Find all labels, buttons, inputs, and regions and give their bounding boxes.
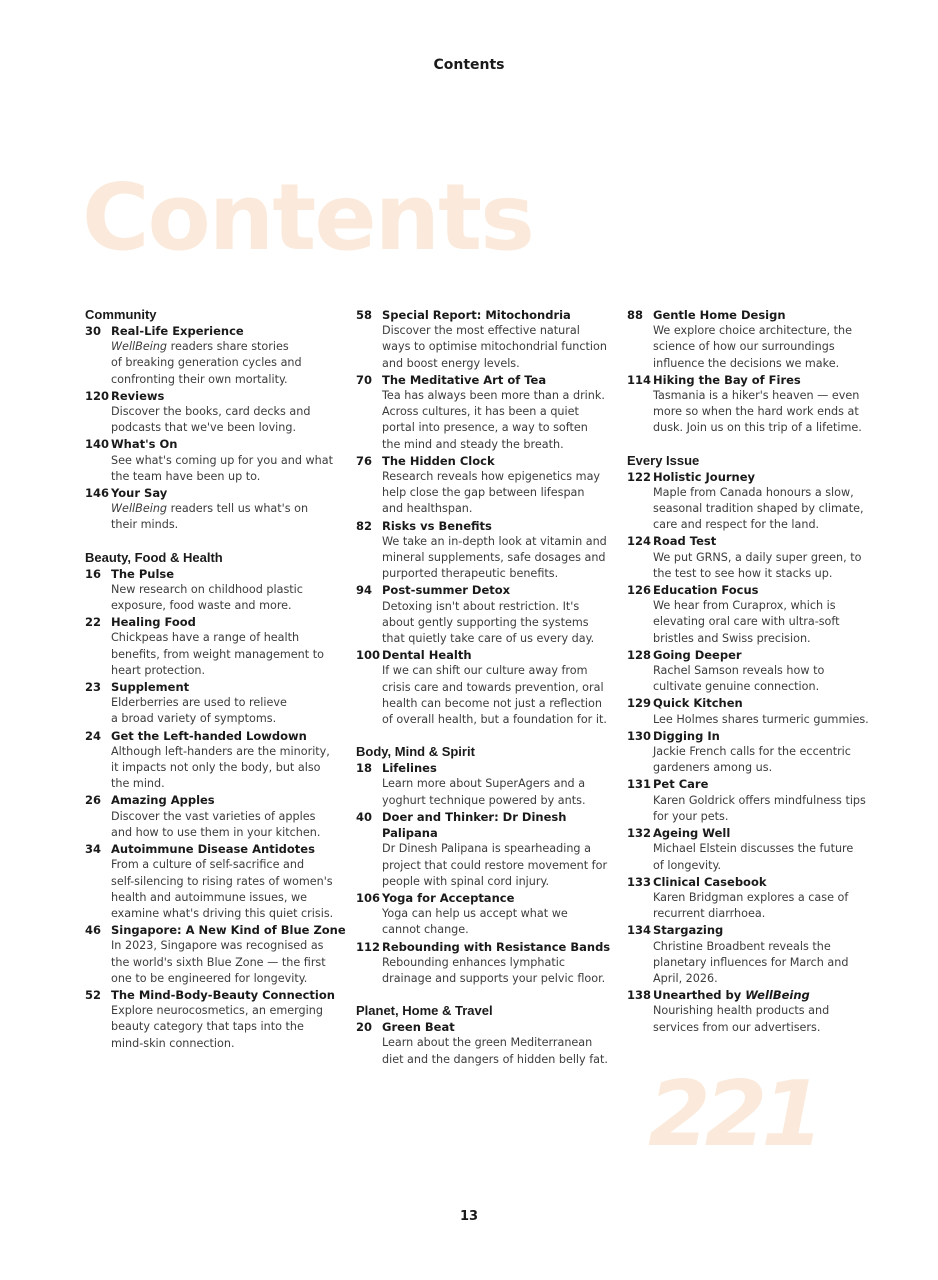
entry-body [382,809,618,890]
entry-description [111,744,347,793]
entry-title [382,453,618,469]
entry-description-text: Tea has always been more than a drink. Across cultures, it has been a quiet portal into presence, a way to soften the mind and steady the breath. [382,389,605,451]
section-title: Every Issue [627,452,700,468]
entry-description [653,890,877,922]
entry-page-number: 114 [627,372,652,387]
entry-page-number: 128 [627,647,652,662]
entry-title-text: Special Report: Mitochondria [382,308,571,322]
entry-title-text: Education Focus [653,583,759,598]
contents-entry [85,323,347,388]
entry-body [382,890,618,939]
entry-title-text: Pet Care [653,777,709,792]
entry-description-text: Explore neurocosmetics, an emerging beauty category that taps into the mind-skin connection. [111,1004,323,1050]
entry-title [111,987,347,1003]
entry-body [382,307,618,372]
entry-title [653,647,877,663]
contents-entry [627,987,877,1036]
entry-title-text: Rebounding with Resistance Bands [382,939,611,954]
entry-title [653,922,877,938]
entry-description [653,744,877,776]
contents-entry [85,922,347,987]
entry-title-text: Clinical Casebook [653,874,767,889]
entry-page-number: 20 [356,1020,373,1035]
entry-description-text: We hear from Curaprox, which is elevating oral care with ultra-soft bristles and Swiss precision. [653,599,840,645]
entry-title [382,372,618,388]
entry-description-text: Maple from Canada honours a slow, seasonal tradition shaped by climate, care and respect for the land. [653,485,864,532]
entry-title [653,307,877,323]
entry-page-number: 94 [356,583,373,598]
entry-title [653,728,877,744]
entry-description-text: readers tell us what's on their minds. [111,502,309,532]
entry-body [653,695,877,727]
entry-page-number: 76 [356,453,373,468]
entry-description-text: Detoxing isn't about restriction. It's about gently supporting the systems that quietly take care of us every day. [382,599,595,646]
entry-body [653,825,877,874]
running-header: Contents [433,57,505,73]
contents-entry [85,728,347,793]
entry-description-text: Karen Bridgman explores a case of recurrent diarrhoea. [653,890,849,921]
entry-title [111,841,347,857]
entry-title-text: The Pulse [111,566,175,581]
contents-entry [356,582,618,647]
entry-description-text: Jackie French calls for the eccentric gardeners among us. [653,745,851,775]
contents-section [85,307,347,534]
entry-page-number: 30 [85,324,102,338]
entry-description [382,955,618,987]
contents-column-3 [627,307,877,1052]
entry-page-number: 58 [356,308,373,322]
entry-description-text: Yoga can help us accept what we cannot change. [382,907,568,937]
entry-title-text: Stargazing [653,923,724,938]
entry-description-text: Research reveals how epigenetics may help close the gap between lifespan and healthspan. [382,470,601,516]
entry-body [653,307,877,372]
entry-body [111,323,347,388]
entry-body [111,679,347,728]
entry-page-number: 26 [85,793,102,808]
contents-section [627,307,877,437]
entry-description [382,388,618,453]
entry-title-text: Unearthed by [653,988,746,1003]
contents-entry [627,825,877,874]
contents-entry [85,679,347,728]
entry-description-text: Tasmania is a hiker's heaven — even more so when the hard work ends at dusk. Join us on this trip of a lifetime. [653,389,862,435]
entry-title-text: Dental Health [382,648,472,663]
entry-title-text: Your Say [111,486,168,501]
contents-entry [627,647,877,696]
entry-title [111,922,347,938]
entry-body [382,453,618,518]
entry-description [111,809,347,841]
page-number: 13 [459,1209,479,1224]
entry-title [382,809,618,841]
entry-description [653,598,877,647]
contents-entry [356,453,618,518]
entry-description-text: Discover the vast varieties of apples and how to use them in your kitchen. [111,809,321,839]
entry-title [111,323,347,339]
contents-column-2 [356,307,618,1084]
entry-description [653,712,877,728]
contents-column-1 [85,307,347,1068]
entry-body [111,987,347,1052]
entry-title [111,436,347,452]
decorative-issue-number: 221 [648,1062,818,1167]
entry-title [653,533,877,549]
entry-page-number: 112 [356,939,381,954]
contents-entry [627,582,877,647]
entry-body [653,987,877,1036]
entry-title-text: Road Test [653,534,717,549]
contents-entry [356,890,618,939]
entry-page-number: 131 [627,777,652,792]
contents-entry [85,566,347,615]
contents-entry [356,647,618,728]
entry-title [382,518,618,534]
entry-description-text: Discover the books, card decks and podcasts that we've been loving. [111,405,311,435]
entry-body [653,728,877,777]
entry-description [111,938,347,987]
entry-description [382,469,618,518]
contents-entry [85,987,347,1052]
entry-description [653,388,877,437]
entry-description-text: In 2023, Singapore was recognised as the world's sixth Blue Zone — the first one to be engineered for longevity. [111,939,326,985]
entry-description [382,841,618,890]
entry-page-number: 140 [85,437,110,452]
entry-title-text: Green Beat [382,1020,455,1035]
contents-entry [356,518,618,583]
entry-title-text: Autoimmune Disease Antidotes [111,842,315,857]
entry-body [382,1019,618,1068]
entry-page-number: 130 [627,728,652,743]
contents-entry [627,695,877,727]
entry-body [653,922,877,987]
entry-description-text: See what's coming up for you and what the team have been up to. [111,453,334,483]
entry-page-number: 138 [627,988,652,1003]
entry-description [382,776,618,808]
entry-page-number: 146 [85,486,110,501]
contents-entry [85,792,347,841]
entry-page-number: 129 [627,696,652,711]
entry-description [382,1035,618,1067]
entry-body [382,518,618,583]
entry-body [653,469,877,534]
entry-title [382,760,618,776]
entry-page-number: 133 [627,874,652,889]
contents-entry [85,614,347,679]
entry-title-text: Quick Kitchen [653,696,743,711]
entry-body [653,533,877,582]
entry-title-italic: WellBeing [745,988,810,1003]
entry-description [382,906,618,938]
entry-description-text: Elderberries are used to relieve a broad variety of symptoms. [111,696,287,726]
contents-entry [356,939,618,988]
entry-page-number: 132 [627,826,652,841]
entry-title-text: Risks vs Benefits [382,518,492,533]
entry-title [653,695,877,711]
entry-page-number: 122 [627,469,652,484]
entry-description [653,323,877,372]
contents-entry [85,436,347,485]
entry-title [111,566,347,582]
contents-entry [356,809,618,890]
contents-entry [627,922,877,987]
entry-body [111,436,347,485]
entry-body [382,647,618,728]
entry-title-text: Lifelines [382,761,437,776]
entry-body [111,922,347,987]
entry-description [653,663,877,695]
entry-description [653,793,877,825]
contents-section [627,453,877,1036]
entry-description [111,695,347,727]
contents-section [356,744,618,987]
contents-entry [627,533,877,582]
entry-title-text: Reviews [111,388,165,403]
entry-page-number: 134 [627,923,652,938]
entry-body [111,728,347,793]
contents-entry [627,469,877,534]
entry-description [382,663,618,728]
entry-body [111,566,347,615]
contents-entry [627,874,877,923]
entry-description [111,453,347,485]
entry-description [653,550,877,582]
entry-title [111,792,347,808]
entry-description-text: readers share stories of breaking generation cycles and confronting their own mortality. [111,340,302,386]
entry-title-text: The Mind-Body-Beauty Connection [111,987,335,1002]
entry-description [382,323,618,372]
entry-title [382,890,618,906]
entry-page-number: 70 [356,372,373,387]
entry-title-text: What's On [111,437,178,452]
entry-description [111,404,347,436]
entry-body [111,614,347,679]
entry-title [111,388,347,404]
entry-title-text: Healing Food [111,615,196,630]
entry-description-text: Discover the most effective natural ways to optimise mitochondrial function and boost energy levels. [382,324,607,370]
entry-title [382,1019,618,1035]
entry-description [653,485,877,534]
entry-body [382,582,618,647]
entry-title [111,679,347,695]
contents-entry [356,307,618,372]
entry-body [653,582,877,647]
section-title: Beauty, Food & Health [85,549,223,565]
entry-description-text: Although left-handers are the minority, it impacts not only the body, but also the mind. [111,744,330,791]
contents-entry [356,1019,618,1068]
entry-title-text: Holistic Journey [653,469,756,484]
entry-title [653,582,877,598]
entry-page-number: 120 [85,388,110,403]
entry-description-text: Chickpeas have a range of health benefits, from weight management to heart protection. [111,631,324,677]
entry-title [382,582,618,598]
entry-title-text: The Meditative Art of Tea [382,372,547,387]
entry-description-text: From a culture of self-sacrifice and self-silencing to rising rates of women's health and autoimmune issues, we examine what's driving this quiet crisis. [111,858,334,920]
contents-entry [627,776,877,825]
entry-title [111,485,347,501]
entry-body [653,874,877,923]
entry-page-number: 24 [85,728,102,743]
entry-title-text: Supplement [111,680,190,695]
entry-description-text: We explore choice architecture, the science of how our surroundings influence the decisions we make. [653,324,852,370]
entry-description-text: Lee Holmes shares turmeric gummies. [653,712,869,726]
entry-title [111,614,347,630]
entry-title-text: Ageing Well [653,826,731,841]
entry-page-number: 16 [85,566,102,581]
contents-entry [85,388,347,437]
entry-description-text: Michael Elstein discusses the future of longevity. [653,842,854,872]
entry-title-text: The Hidden Clock [382,453,495,468]
entry-title-text: Get the Left-handed Lowdown [111,728,307,743]
entry-page-number: 23 [85,680,102,695]
entry-description-text: Learn more about SuperAgers and a yoghurt technique powered by ants. [382,777,586,807]
section-title: Body, Mind & Spirit [356,744,475,760]
entry-description [653,841,877,873]
entry-body [111,841,347,922]
contents-entry [85,485,347,534]
entry-page-number: 88 [627,308,644,322]
entry-description [111,1003,347,1052]
entry-title-text: Digging In [653,728,720,743]
contents-entry [356,760,618,809]
entry-description-text: We take an in-depth look at vitamin and mineral supplements, safe dosages and purported therapeutic benefits. [382,534,607,581]
entry-body [653,776,877,825]
entry-description [653,1003,877,1035]
entry-description-text: If we can shift our culture away from crisis care and towards prevention, oral health can become not just a reflection of overall health, but a foundation for it. [382,664,607,727]
entry-page-number: 18 [356,761,373,776]
entry-description [382,534,618,583]
entry-page-number: 40 [356,809,373,824]
entry-description-text: Learn about the green Mediterranean diet and the dangers of hidden belly fat. [382,1036,608,1066]
entry-title [653,776,877,792]
entry-title-text: Hiking the Bay of Fires [653,372,801,387]
entry-description [382,599,618,648]
entry-description [111,630,347,679]
entry-description-text: Christine Broadbent reveals the planetary influences for March and April, 2026. [653,939,849,985]
entry-title [111,728,347,744]
entry-description-text: Rachel Samson reveals how to cultivate genuine connection. [653,664,825,694]
contents-entry [85,841,347,922]
page-title: Contents [82,164,533,271]
entry-title-text: Going Deeper [653,647,742,662]
contents-entry [627,728,877,777]
entry-title [382,307,618,323]
entry-title [382,939,618,955]
entry-description [111,857,347,922]
contents-section [85,550,347,1052]
entry-title-text: Doer and Thinker: Dr Dinesh Palipana [382,809,567,841]
entry-body [111,792,347,841]
entry-body [382,760,618,809]
entry-description [111,501,347,533]
contents-entry [627,372,877,437]
entry-body [653,647,877,696]
entry-page-number: 82 [356,518,373,533]
section-title: Community [85,307,157,322]
entry-page-number: 52 [85,987,102,1002]
entry-description [111,339,347,388]
entry-title-text: Gentle Home Design [653,308,786,322]
entry-title-text: Real-Life Experience [111,324,244,338]
entry-body [653,372,877,437]
entry-description-text: New research on childhood plastic exposure, food waste and more. [111,582,303,613]
entry-body [111,388,347,437]
entry-description-text: Rebounding enhances lymphatic drainage and supports your pelvic floor. [382,955,606,985]
entry-description [653,939,877,988]
entry-description-italic: WellBeing [111,502,168,516]
entry-title-text: Amazing Apples [111,793,215,808]
entry-page-number: 100 [356,648,381,663]
entry-description-text: We put GRNS, a daily super green, to the test to see how it stacks up. [653,550,862,580]
entry-body [382,372,618,453]
entry-page-number: 34 [85,842,102,857]
entry-title [653,469,877,485]
entry-title-text: Yoga for Acceptance [382,890,515,905]
entry-description [111,582,347,614]
contents-section [356,307,618,728]
entry-body [382,939,618,988]
entry-page-number: 124 [627,534,652,549]
entry-description-italic: WellBeing [111,340,168,354]
entry-page-number: 22 [85,615,102,630]
entry-description-text: Dr Dinesh Palipana is spearheading a project that could restore movement for people with spinal cord injury. [382,842,608,888]
entry-page-number: 46 [85,923,102,938]
entry-title [653,825,877,841]
contents-section [356,1003,618,1068]
section-title: Planet, Home & Travel [356,1003,493,1019]
contents-entry [627,307,877,372]
entry-body [111,485,347,534]
entry-description-text: Nourishing health products and services from our advertisers. [653,1004,830,1034]
entry-title [382,647,618,663]
entry-title-text: Post-summer Detox [382,583,511,598]
entry-description-text: Karen Goldrick offers mindfulness tips for your pets. [653,793,866,823]
entry-title [653,874,877,890]
entry-title [653,987,877,1003]
entry-title-text: Singapore: A New Kind of Blue Zone [111,923,346,938]
entry-title [653,372,877,388]
entry-page-number: 126 [627,583,652,598]
entry-page-number: 106 [356,890,381,905]
contents-entry [356,372,618,453]
